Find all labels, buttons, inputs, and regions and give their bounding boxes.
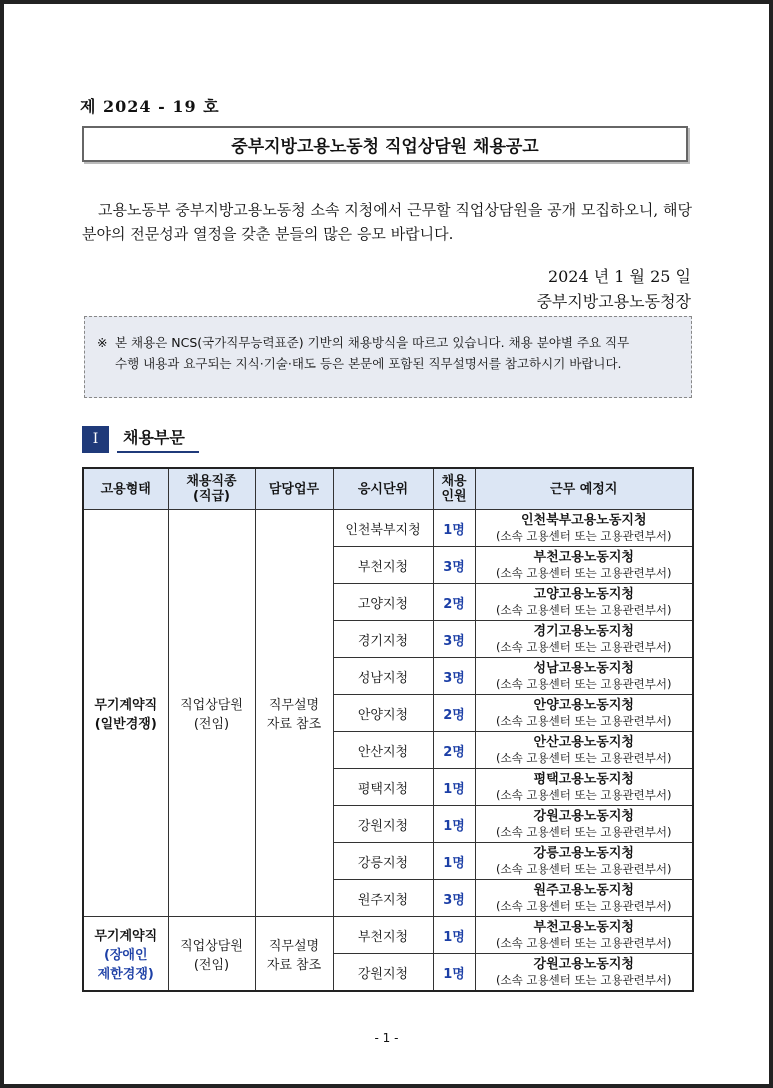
unit-cell: 인천북부지청 (333, 510, 433, 547)
unit-cell: 부천지청 (333, 547, 433, 584)
employment-type-sub: (일반경쟁) (94, 717, 157, 732)
unit-cell: 부천지청 (333, 917, 433, 954)
location-cell (475, 843, 693, 880)
count-cell: 1명 (433, 917, 475, 954)
notice-line-2: 수행 내용과 요구되는 지식·기술·태도 등은 본문에 포함된 직무설명서를 참고하시기 바랍니다. (115, 356, 622, 371)
header-unit: 응시단위 (333, 468, 433, 510)
employment-type-cell (83, 510, 168, 917)
job-cell (168, 510, 255, 917)
header-count (433, 468, 475, 510)
office-note: (소속 고용센터 또는 고용관련부서) (496, 824, 672, 839)
duty-line2: 자료 참조 (266, 717, 322, 732)
location-cell (475, 732, 693, 769)
employment-type-sub: (장애인 (103, 948, 148, 963)
location-cell (475, 547, 693, 584)
employment-type: 무기계약직 (94, 929, 158, 944)
unit-cell: 강원지청 (333, 806, 433, 843)
office-name: 경기고용노동지청 (533, 623, 634, 639)
document-title: 중부지방고용노동청 직업상담원 채용공고 (82, 126, 688, 162)
office-name: 인천북부고용노동지청 (520, 512, 647, 528)
employment-type: 무기계약직 (94, 698, 158, 713)
section-heading (82, 425, 199, 453)
count-cell: 3명 (433, 621, 475, 658)
header-job-line2: (직급) (193, 489, 230, 504)
office-name: 강릉고용노동지청 (533, 845, 634, 861)
unit-cell: 강원지청 (333, 954, 433, 992)
table-header-row (83, 468, 693, 510)
office-note: (소속 고용센터 또는 고용관련부서) (496, 565, 672, 580)
unit-cell: 안양지청 (333, 695, 433, 732)
table-row (83, 510, 693, 547)
duty-cell (255, 917, 333, 992)
count-cell: 3명 (433, 547, 475, 584)
office-note: (소속 고용센터 또는 고용관련부서) (496, 972, 672, 987)
location-cell (475, 769, 693, 806)
unit-cell: 성남지청 (333, 658, 433, 695)
location-cell (475, 510, 693, 547)
unit-cell: 고양지청 (333, 584, 433, 621)
location-cell (475, 695, 693, 732)
job-title: 직업상담원 (180, 698, 243, 713)
location-cell (475, 584, 693, 621)
count-cell: 2명 (433, 695, 475, 732)
count-cell: 3명 (433, 658, 475, 695)
office-note: (소속 고용센터 또는 고용관련부서) (496, 935, 672, 950)
intro-text: 고용노동부 중부지방고용노동청 소속 지청에서 근무할 직업상담원을 공개 모집하오니, 해당 분야의 전문성과 열정을 갖춘 분들의 많은 응모 바랍니다. (82, 201, 692, 243)
count-cell: 1명 (433, 769, 475, 806)
office-name: 안산고용노동지청 (533, 734, 634, 750)
unit-cell: 평택지청 (333, 769, 433, 806)
header-count-line1: 채용 (441, 474, 467, 489)
document-number: 제 2024 - 19 호 (80, 97, 220, 116)
unit-cell: 경기지청 (333, 621, 433, 658)
count-cell: 1명 (433, 843, 475, 880)
employment-type-sub2: 제한경쟁) (97, 967, 154, 982)
section-number: Ⅰ (82, 426, 109, 453)
job-cell (168, 917, 255, 992)
unit-cell: 강릉지청 (333, 843, 433, 880)
duty-line1: 직무설명 (268, 698, 320, 713)
office-note: (소속 고용센터 또는 고용관련부서) (496, 787, 672, 802)
header-count-line2: 인원 (441, 489, 467, 504)
employment-type-cell (83, 917, 168, 992)
header-job-line1: 채용직종 (186, 474, 237, 489)
job-title: 직업상담원 (180, 938, 243, 954)
office-name: 원주고용노동지청 (533, 882, 634, 898)
issuer-name: 중부지방고용노동청장 (536, 292, 691, 311)
count-cell: 2명 (433, 732, 475, 769)
count-cell: 1명 (433, 954, 475, 992)
header-location: 근무 예정지 (475, 468, 693, 510)
duty-line1: 직무설명 (268, 938, 320, 954)
location-cell (475, 621, 693, 658)
duty-cell (255, 510, 333, 917)
location-cell (475, 806, 693, 843)
location-cell (475, 917, 693, 954)
office-name: 강원고용노동지청 (533, 808, 634, 824)
office-note: (소속 고용센터 또는 고용관련부서) (496, 676, 672, 691)
notice-line-1: 본 채용은 NCS(국가직무능력표준) 기반의 채용방식을 따르고 있습니다. 채용 분야별 주요 직무 (115, 335, 630, 350)
note-mark: ※ (97, 335, 108, 350)
count-cell: 3명 (433, 880, 475, 917)
location-cell (475, 658, 693, 695)
section-title: 채용부문 (117, 425, 199, 453)
recruitment-table (82, 467, 694, 992)
office-name: 강원고용노동지청 (533, 956, 634, 972)
office-note: (소속 고용센터 또는 고용관련부서) (496, 713, 672, 728)
header-duty: 담당업무 (255, 468, 333, 510)
page-number: - 1 - (374, 1031, 399, 1045)
office-name: 평택고용노동지청 (533, 771, 634, 787)
job-grade: (전임) (193, 717, 230, 732)
count-cell: 1명 (433, 510, 475, 547)
notice-box (84, 316, 692, 398)
location-cell (475, 954, 693, 992)
office-note: (소속 고용센터 또는 고용관련부서) (496, 528, 672, 543)
unit-cell: 원주지청 (333, 880, 433, 917)
office-note: (소속 고용센터 또는 고용관련부서) (496, 602, 672, 617)
count-cell: 1명 (433, 806, 475, 843)
header-type: 고용형태 (83, 468, 168, 510)
count-cell: 2명 (433, 584, 475, 621)
job-grade: (전임) (193, 957, 230, 973)
office-name: 부천고용노동지청 (533, 919, 634, 935)
unit-cell: 안산지청 (333, 732, 433, 769)
office-note: (소속 고용센터 또는 고용관련부서) (496, 750, 672, 765)
office-note: (소속 고용센터 또는 고용관련부서) (496, 639, 672, 654)
office-note: (소속 고용센터 또는 고용관련부서) (496, 898, 672, 913)
office-note: (소속 고용센터 또는 고용관련부서) (496, 861, 672, 876)
office-name: 성남고용노동지청 (533, 660, 634, 676)
duty-line2: 자료 참조 (266, 957, 322, 973)
office-name: 고양고용노동지청 (533, 586, 634, 602)
issue-date: 2024 년 1 월 25 일 (547, 267, 691, 286)
table-row (83, 917, 693, 954)
office-name: 부천고용노동지청 (533, 549, 634, 565)
intro-paragraph (82, 198, 692, 246)
document-page (4, 4, 769, 1084)
office-name: 안양고용노동지청 (533, 697, 634, 713)
location-cell (475, 880, 693, 917)
header-job (168, 468, 255, 510)
